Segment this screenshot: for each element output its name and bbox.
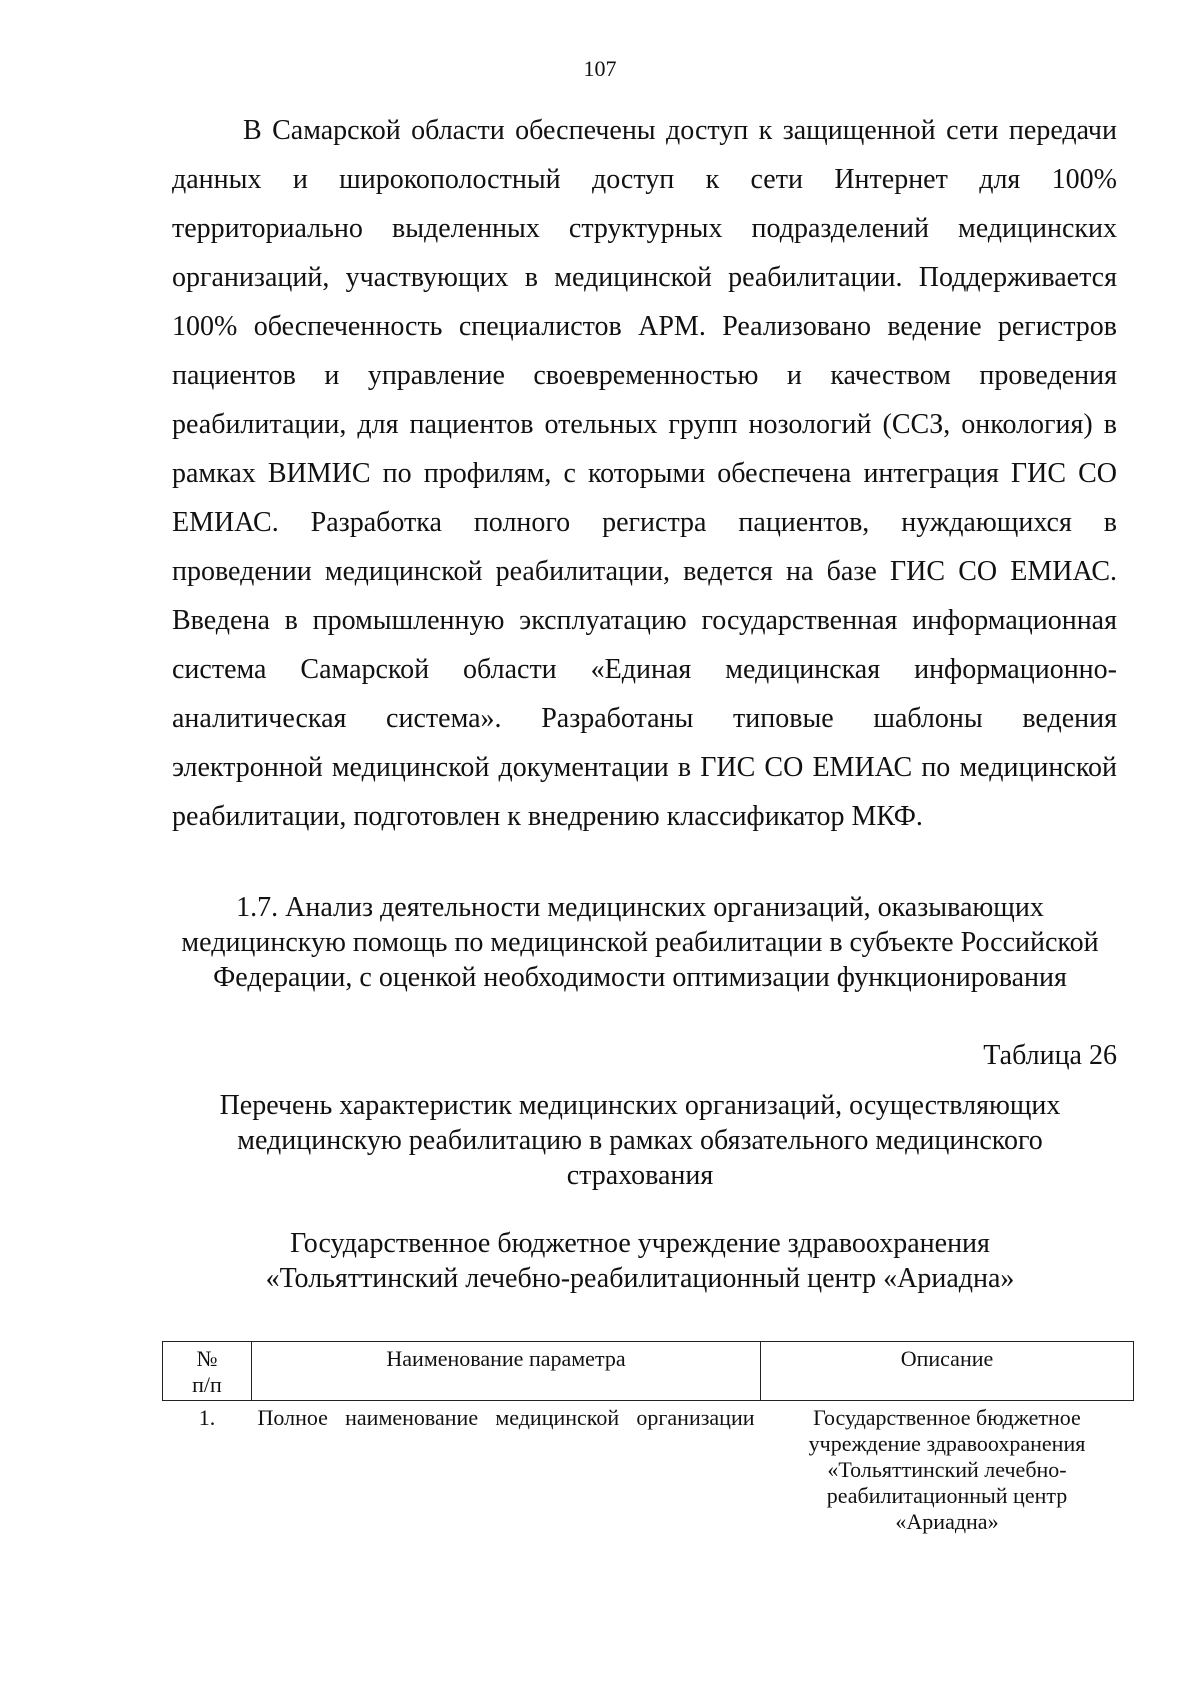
section-heading xyxy=(150,890,1130,995)
row-desc-line: учреждение здравоохранения xyxy=(808,1431,1086,1456)
row-param xyxy=(252,1401,761,1540)
header-num xyxy=(163,1342,252,1401)
paragraph-line: аналитическая система». Разработаны типовые шаблоны ведения xyxy=(172,703,1117,734)
row-desc xyxy=(761,1401,1134,1540)
paragraph-line: территориально выделенных структурных подразделений медицинских xyxy=(172,213,1117,244)
row-desc-line: реабилитационный центр xyxy=(826,1483,1068,1508)
page-number: 107 xyxy=(583,56,617,81)
table-title-line: Перечень характеристик медицинских организаций, осуществляющих xyxy=(219,1090,1061,1121)
organization-name-line: «Тольяттинский лечебно-реабилитационный центр «Ариадна» xyxy=(265,1263,1015,1294)
table-title-line: страхования xyxy=(566,1160,714,1191)
header-desc: Описание xyxy=(761,1342,1134,1401)
paragraph-line: проведении медицинской реабилитации, ведется на базе ГИС СО ЕМИАС. xyxy=(172,556,1117,587)
row-desc-line: «Ариадна» xyxy=(895,1509,999,1534)
table-title xyxy=(150,1088,1130,1193)
table-header-row xyxy=(163,1342,1134,1401)
paragraph-line: ЕМИАС. Разработка полного регистра пациентов, нуждающихся в xyxy=(172,507,1117,538)
row-num: 1. xyxy=(198,1405,216,1430)
paragraph-line: реабилитации, для пациентов отельных групп нозологий (ССЗ, онкология) в xyxy=(172,409,1117,440)
header-param: Наименование параметра xyxy=(252,1342,761,1401)
section-heading-line: медицинскую помощь по медицинской реабилитации в субъекте Российской xyxy=(181,927,1099,958)
header-num-symbol: № xyxy=(196,1346,218,1371)
paragraph-line: пациентов и управление своевременностью и качеством проведения xyxy=(172,360,1117,391)
paragraph-line: В Самарской области обеспечены доступ к защищенной сети передачи xyxy=(243,115,1117,146)
body-paragraph xyxy=(172,106,1117,841)
section-heading-line: Федерации, с оценкой необходимости оптимизации функционирования xyxy=(213,962,1067,993)
table-title-line: медицинскую реабилитацию в рамках обязательного медицинского xyxy=(237,1125,1043,1156)
parameters-table xyxy=(162,1341,1134,1539)
row-desc-line: Государственное бюджетное xyxy=(813,1405,1081,1430)
paragraph-line: реабилитации, подготовлен к внедрению классификатор МКФ. xyxy=(172,801,923,832)
paragraph-line: данных и широкополостный доступ к сети Интернет для 100% xyxy=(172,164,1117,195)
paragraph-line: организаций, участвующих в медицинской реабилитации. Поддерживается xyxy=(172,262,1117,293)
section-heading-line: 1.7. Анализ деятельности медицинских организаций, оказывающих xyxy=(236,892,1044,923)
table-label: Таблица 26 xyxy=(983,1040,1117,1071)
organization-name-line: Государственное бюджетное учреждение здравоохранения xyxy=(290,1228,990,1259)
paragraph-line: электронной медицинской документации в ГИС СО ЕМИАС по медицинской xyxy=(172,752,1117,783)
paragraph-line: Введена в промышленную эксплуатацию государственная информационная xyxy=(172,605,1117,636)
paragraph-line: рамках ВИМИС по профилям, с которыми обеспечена интеграция ГИС СО xyxy=(172,458,1117,489)
organization-name xyxy=(150,1226,1130,1296)
paragraph-line: 100% обеспеченность специалистов АРМ. Реализовано ведение регистров xyxy=(172,311,1117,342)
row-param-text: Полное наименование медицинской организации xyxy=(257,1405,755,1430)
row-desc-line: «Тольяттинский лечебно- xyxy=(827,1457,1067,1482)
header-num-abbrev: п/п xyxy=(192,1372,222,1397)
paragraph-line: система Самарской области «Единая медицинская информационно- xyxy=(172,654,1117,685)
table-row xyxy=(163,1401,1134,1540)
